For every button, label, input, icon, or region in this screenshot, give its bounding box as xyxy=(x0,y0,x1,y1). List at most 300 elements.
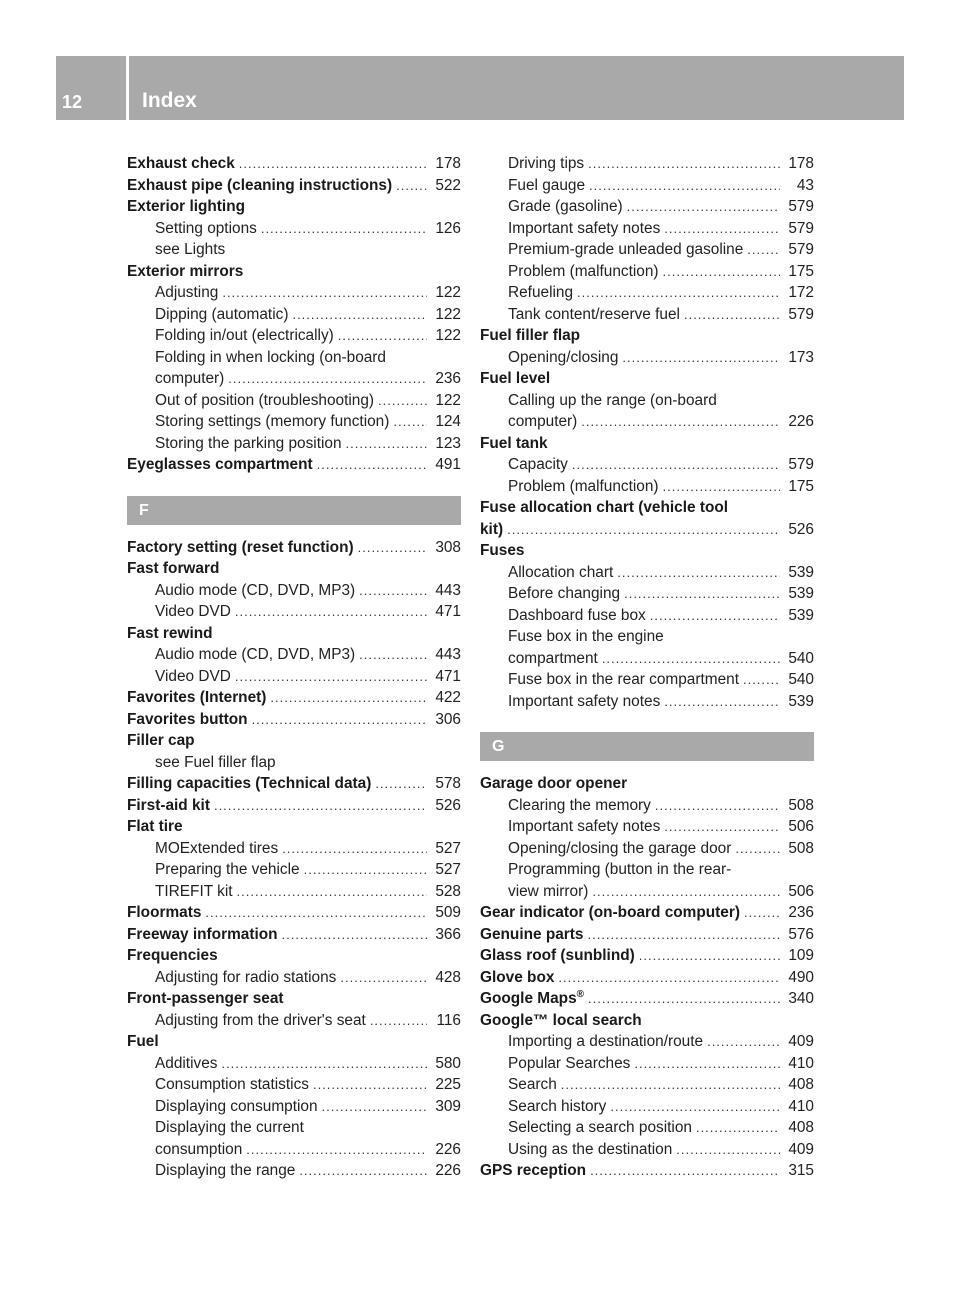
index-entry xyxy=(127,709,461,731)
entry-text: Fuses xyxy=(480,542,525,559)
dot-leader xyxy=(239,153,427,175)
dot-leader xyxy=(664,816,780,838)
entry-text: Using as the destination xyxy=(508,1140,673,1158)
dot-leader xyxy=(707,1031,780,1053)
dot-leader xyxy=(221,1053,427,1075)
entry-text: Refueling xyxy=(508,284,574,301)
page-ref: 173 xyxy=(788,348,814,366)
index-subentry xyxy=(480,347,814,369)
entry-label xyxy=(155,325,334,347)
index-entry xyxy=(480,368,814,390)
entry-text: Premium-grade unleaded gasoline xyxy=(508,241,744,258)
dot-leader xyxy=(577,282,780,304)
entry-text: Displaying the range xyxy=(155,1162,296,1179)
dot-leader xyxy=(592,881,780,903)
page-ref: 122 xyxy=(435,391,461,409)
page-ref: 443 xyxy=(435,581,461,599)
index-entry xyxy=(127,454,461,476)
entry-text: Video DVD xyxy=(155,667,231,685)
dot-leader xyxy=(359,580,427,602)
page-ref: 366 xyxy=(435,925,461,943)
entry-label xyxy=(480,1010,642,1032)
dot-leader xyxy=(743,669,780,691)
entry-text: Folding in when locking (on-board xyxy=(155,348,386,366)
entry-label xyxy=(155,644,355,666)
entry-label xyxy=(127,1031,159,1053)
entry-text: Fuel filler flap xyxy=(480,327,581,344)
index-subentry xyxy=(480,175,814,197)
dot-leader xyxy=(558,967,780,989)
page-ref: 579 xyxy=(788,241,814,258)
entry-text: Dashboard fuse box xyxy=(508,606,646,624)
entry-label xyxy=(508,218,660,240)
page-ref: 443 xyxy=(435,646,461,663)
entry-text: Eyeglasses compartment xyxy=(127,456,313,473)
index-subentry xyxy=(480,476,814,498)
page-ref: 340 xyxy=(788,990,814,1007)
entry-label xyxy=(480,433,548,455)
entry-text: Driving tips xyxy=(508,155,585,172)
index-subentry xyxy=(480,795,814,817)
dot-leader xyxy=(235,601,427,623)
index-subentry xyxy=(127,881,461,903)
page-ref: 236 xyxy=(435,370,461,387)
page-ref: 539 xyxy=(788,692,814,710)
index-subentry xyxy=(127,1010,461,1032)
dot-leader xyxy=(610,1096,780,1118)
index-entry xyxy=(480,1160,814,1182)
entry-label xyxy=(127,709,248,731)
entry-label xyxy=(155,1053,217,1075)
page-ref: 539 xyxy=(788,563,814,581)
entry-label xyxy=(508,282,573,304)
dot-leader xyxy=(261,218,427,240)
dot-leader xyxy=(396,175,427,197)
entry-label xyxy=(508,1074,557,1096)
dot-leader xyxy=(237,881,427,903)
entry-text: Fuse box in the rear compartment xyxy=(508,671,739,688)
dot-leader xyxy=(358,537,427,559)
page-ref: 491 xyxy=(435,456,461,473)
page-ref: 540 xyxy=(788,671,814,688)
page-ref: 122 xyxy=(435,284,461,301)
index-entry xyxy=(480,902,814,924)
entry-label xyxy=(155,218,257,240)
entry-label xyxy=(508,583,620,605)
index-subentry xyxy=(480,1139,814,1161)
index-subentry xyxy=(480,838,814,860)
entry-label xyxy=(127,924,278,946)
dot-leader xyxy=(313,1074,427,1096)
entry-text: Setting options xyxy=(155,219,257,237)
entry-text: Google Maps xyxy=(480,990,577,1007)
page-ref: 308 xyxy=(435,538,461,556)
page-ref: 579 xyxy=(788,219,814,237)
dot-leader xyxy=(282,924,427,946)
section-letter-heading: G xyxy=(480,732,814,761)
dot-leader xyxy=(655,795,780,817)
page-ref: 178 xyxy=(435,155,461,172)
entry-text: Fuel level xyxy=(480,370,551,387)
dot-leader xyxy=(602,648,780,670)
entry-label xyxy=(508,153,584,175)
index-subentry xyxy=(480,1074,814,1096)
entry-text: Glove box xyxy=(480,968,555,986)
entry-label xyxy=(127,196,245,218)
index-subentry xyxy=(480,282,814,304)
index-subentry xyxy=(480,859,814,881)
page-ref: 539 xyxy=(788,585,814,602)
entry-label xyxy=(480,967,554,989)
entry-text: Glass roof (sunblind) xyxy=(480,947,635,964)
entry-text: Opening/closing the garage door xyxy=(508,839,732,857)
entry-text: Calling up the range (on-board xyxy=(508,391,717,409)
index-entry xyxy=(127,196,461,218)
dot-leader xyxy=(228,368,427,390)
page-ref: 580 xyxy=(435,1054,461,1072)
entry-label xyxy=(155,1117,304,1139)
dot-leader xyxy=(270,687,427,709)
dot-leader xyxy=(370,1010,427,1032)
entry-label xyxy=(155,967,336,989)
index-subentry xyxy=(127,390,461,412)
entry-label xyxy=(155,1010,366,1032)
page-ref: 579 xyxy=(788,456,814,473)
index-subentry xyxy=(127,580,461,602)
entry-label xyxy=(508,1117,692,1139)
index-subentry xyxy=(480,1096,814,1118)
page-ref: 528 xyxy=(435,882,461,900)
page-ref: 506 xyxy=(788,818,814,835)
index-entry xyxy=(127,924,461,946)
page-ref: 508 xyxy=(788,796,814,814)
index-subentry xyxy=(127,644,461,666)
entry-text: Problem (malfunction) xyxy=(508,262,659,280)
dot-leader xyxy=(292,304,427,326)
index-subentry xyxy=(127,239,461,261)
entry-label xyxy=(508,626,664,648)
entry-label xyxy=(480,902,740,924)
entry-label xyxy=(480,325,580,347)
index-subentry xyxy=(127,967,461,989)
entry-text: Search history xyxy=(508,1097,607,1115)
entry-text: consumption xyxy=(155,1140,243,1158)
page-ref: 410 xyxy=(788,1054,814,1072)
entry-text: Filler cap xyxy=(127,732,195,749)
dot-leader xyxy=(663,476,780,498)
index-subentry xyxy=(480,153,814,175)
index-entry xyxy=(480,433,814,455)
entry-text: Allocation chart xyxy=(508,563,614,581)
entry-label xyxy=(127,773,371,795)
page-ref: 236 xyxy=(788,904,814,921)
dot-leader xyxy=(222,282,427,304)
index-entry xyxy=(127,816,461,838)
dot-leader xyxy=(346,433,427,455)
index-subentry xyxy=(480,411,814,433)
entry-text: computer) xyxy=(155,370,225,387)
entry-text: Important safety notes xyxy=(508,692,661,710)
page-ref: 409 xyxy=(788,1033,814,1050)
entry-label xyxy=(480,773,627,795)
entry-text: Preparing the vehicle xyxy=(155,861,300,878)
dot-leader xyxy=(590,1160,780,1182)
entry-label xyxy=(155,1139,242,1161)
entry-label xyxy=(155,347,386,369)
dot-leader xyxy=(317,454,427,476)
entry-text: Fast rewind xyxy=(127,624,213,642)
index-column-left xyxy=(127,153,461,1182)
index-subentry xyxy=(480,562,814,584)
entry-label xyxy=(508,304,680,326)
entry-label xyxy=(127,902,201,924)
page-ref: 122 xyxy=(435,327,461,344)
entry-label xyxy=(508,1096,606,1118)
index-subentry xyxy=(480,1117,814,1139)
entry-text: Audio mode (CD, DVD, MP3) xyxy=(155,581,356,599)
index-entry xyxy=(127,1031,461,1053)
entry-label xyxy=(508,1053,630,1075)
entry-label xyxy=(155,433,342,455)
dot-leader xyxy=(246,1139,427,1161)
page-number: 12 xyxy=(62,92,83,112)
index-subentry xyxy=(127,1074,461,1096)
entry-label xyxy=(480,924,583,946)
index-subentry xyxy=(480,648,814,670)
page-ref: 172 xyxy=(788,284,814,301)
page-ref: 226 xyxy=(435,1162,461,1179)
page-ref: 471 xyxy=(435,667,461,685)
entry-text: First-aid kit xyxy=(127,796,210,814)
dot-leader xyxy=(588,153,780,175)
section-letter-heading: F xyxy=(127,496,461,525)
page-ref: 408 xyxy=(788,1119,814,1136)
index-subentry xyxy=(480,816,814,838)
entry-text: Google™ local search xyxy=(480,1011,642,1029)
entry-label xyxy=(127,623,213,645)
entry-label xyxy=(155,304,288,326)
index-entry xyxy=(127,175,461,197)
index-entry xyxy=(127,261,461,283)
dot-leader xyxy=(747,239,780,261)
index-subentry xyxy=(480,669,814,691)
entry-text: Displaying consumption xyxy=(155,1097,318,1115)
dot-leader xyxy=(634,1053,780,1075)
page-ref: 522 xyxy=(435,176,461,194)
entry-label xyxy=(480,368,550,390)
dot-leader xyxy=(744,902,780,924)
dot-leader xyxy=(304,859,427,881)
entry-text: MOExtended tires xyxy=(155,839,279,857)
dot-leader xyxy=(205,902,427,924)
index-subentry xyxy=(127,325,461,347)
entry-text: Opening/closing xyxy=(508,348,619,366)
dot-leader xyxy=(393,411,427,433)
entry-label xyxy=(508,454,568,476)
index-subentry xyxy=(127,433,461,455)
index-subentry xyxy=(480,304,814,326)
entry-text: Frequencies xyxy=(127,947,218,964)
entry-text: TIREFIT kit xyxy=(155,882,233,900)
entry-text: Adjusting from the driver's seat xyxy=(155,1011,366,1029)
entry-label xyxy=(127,175,392,197)
entry-text: Exterior lighting xyxy=(127,198,245,215)
entry-text: Exhaust check xyxy=(127,155,235,172)
entry-text: Freeway information xyxy=(127,925,278,943)
entry-label xyxy=(508,648,598,670)
entry-label xyxy=(508,881,588,903)
index-subentry xyxy=(127,304,461,326)
entry-label xyxy=(508,411,577,433)
entry-text: see Lights xyxy=(155,241,226,258)
entry-label xyxy=(508,691,660,713)
entry-text: Adjusting for radio stations xyxy=(155,968,337,986)
dot-leader xyxy=(696,1117,780,1139)
entry-text: Storing settings (memory function) xyxy=(155,413,390,430)
entry-label xyxy=(508,838,731,860)
dot-leader xyxy=(235,666,427,688)
entry-text: Clearing the memory xyxy=(508,796,651,814)
entry-label xyxy=(127,454,313,476)
entry-label xyxy=(155,881,233,903)
index-entry xyxy=(127,153,461,175)
entry-text: Fuel tank xyxy=(480,434,548,452)
dot-leader xyxy=(650,605,780,627)
entry-text: Displaying the current xyxy=(155,1119,304,1136)
index-entry xyxy=(127,558,461,580)
page-ref: 43 xyxy=(796,176,814,194)
entry-label xyxy=(127,153,235,175)
entry-text: computer) xyxy=(508,413,578,430)
dot-leader xyxy=(378,390,427,412)
index-subentry xyxy=(127,752,461,774)
dot-leader xyxy=(589,175,780,197)
page-ref: 579 xyxy=(788,198,814,215)
page-ref: 126 xyxy=(435,219,461,237)
dot-leader xyxy=(252,709,427,731)
entry-label xyxy=(127,816,183,838)
entry-label xyxy=(508,605,646,627)
entry-text: Important safety notes xyxy=(508,818,661,835)
entry-label xyxy=(127,687,266,709)
page-ref: 526 xyxy=(435,796,461,814)
page-header xyxy=(56,56,904,120)
registered-mark: ® xyxy=(576,988,585,1000)
entry-text: Fast forward xyxy=(127,560,220,577)
entry-text: Exterior mirrors xyxy=(127,262,244,280)
entry-label xyxy=(155,390,374,412)
index-entry xyxy=(480,945,814,967)
dot-leader xyxy=(684,304,780,326)
entry-text: Selecting a search position xyxy=(508,1119,692,1136)
dot-leader xyxy=(322,1096,427,1118)
index-subentry xyxy=(127,347,461,369)
entry-text: see Fuel filler flap xyxy=(155,753,276,771)
entry-label xyxy=(127,795,210,817)
page-ref: 506 xyxy=(788,882,814,900)
entry-label xyxy=(480,497,728,519)
index-subentry xyxy=(127,666,461,688)
entry-text: Additives xyxy=(155,1054,218,1072)
entry-label xyxy=(127,558,219,580)
dot-leader xyxy=(375,773,427,795)
page-ref: 527 xyxy=(435,861,461,878)
dot-leader xyxy=(622,347,780,369)
page-ref: 578 xyxy=(435,775,461,792)
entry-label xyxy=(155,666,231,688)
page-ref: 509 xyxy=(435,904,461,921)
page-ref: 123 xyxy=(435,434,461,452)
entry-text: Video DVD xyxy=(155,603,231,620)
entry-text: Genuine parts xyxy=(480,925,584,943)
index-subentry xyxy=(480,1053,814,1075)
entry-label xyxy=(155,282,218,304)
entry-label xyxy=(155,1074,309,1096)
page-ref: 428 xyxy=(435,968,461,986)
index-subentry xyxy=(127,368,461,390)
page-ref: 508 xyxy=(788,839,814,857)
entry-label xyxy=(508,1139,672,1161)
entry-text: Folding in/out (electrically) xyxy=(155,327,334,344)
dot-leader xyxy=(617,562,780,584)
entry-text: Storing the parking position xyxy=(155,434,342,452)
index-entry xyxy=(480,924,814,946)
entry-text: GPS reception xyxy=(480,1162,587,1179)
page-ref: 178 xyxy=(788,155,814,172)
header-divider xyxy=(126,56,129,120)
entry-label xyxy=(480,519,503,541)
entry-text: kit) xyxy=(480,520,504,538)
entry-label xyxy=(508,196,623,218)
index-subentry xyxy=(480,239,814,261)
index-entry xyxy=(127,730,461,752)
index-entry xyxy=(480,325,814,347)
entry-text: Tank content/reserve fuel xyxy=(508,305,680,323)
index-subentry xyxy=(480,1031,814,1053)
entry-label xyxy=(480,540,524,562)
entry-label xyxy=(127,730,195,752)
entry-label xyxy=(508,669,739,691)
entry-label xyxy=(155,239,225,261)
entry-label xyxy=(155,838,278,860)
page-ref: 408 xyxy=(788,1076,814,1093)
entry-text: Garage door opener xyxy=(480,775,628,792)
index-subentry xyxy=(127,411,461,433)
index-entry xyxy=(480,497,814,519)
dot-leader xyxy=(588,988,780,1010)
dot-leader xyxy=(338,325,427,347)
dot-leader xyxy=(664,218,780,240)
index-entry xyxy=(127,773,461,795)
dot-leader xyxy=(299,1160,427,1182)
index-entry xyxy=(127,795,461,817)
entry-text: Factory setting (reset function) xyxy=(127,538,354,556)
page-ref: 306 xyxy=(435,710,461,728)
dot-leader xyxy=(507,519,780,541)
index-subentry xyxy=(127,838,461,860)
page-ref: 116 xyxy=(436,1011,461,1029)
index-entry xyxy=(480,540,814,562)
page-ref: 576 xyxy=(788,925,814,943)
index-entry xyxy=(127,537,461,559)
index-entry xyxy=(127,902,461,924)
index-subentry xyxy=(480,218,814,240)
entry-text: Filling capacities (Technical data) xyxy=(127,775,372,792)
page-ref: 175 xyxy=(788,262,814,280)
index-entry xyxy=(480,988,814,1010)
page-ref: 540 xyxy=(788,649,814,667)
entry-text: Fuse allocation chart (vehicle tool xyxy=(480,499,729,516)
